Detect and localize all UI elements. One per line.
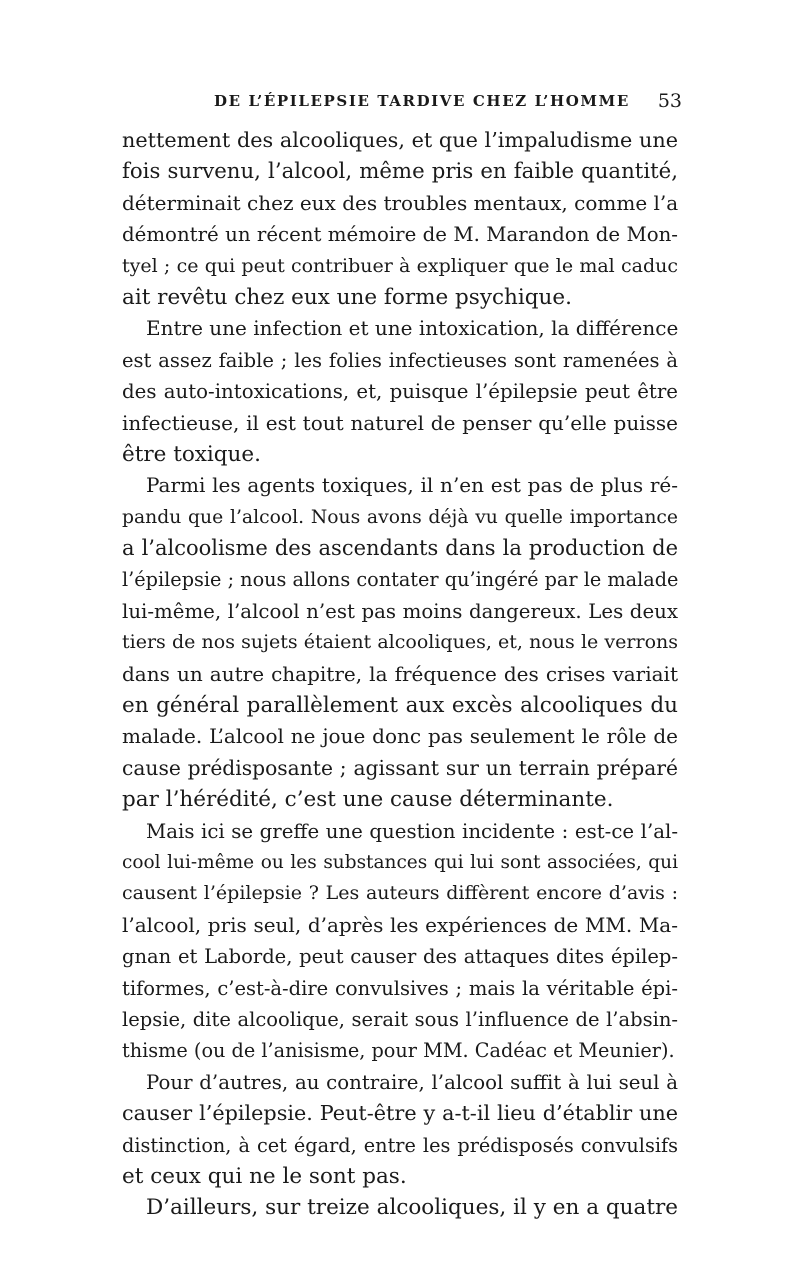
text-line: malade. L’alcool ne joue donc pas seulement le rôle de <box>122 724 678 749</box>
text-line: tyel ; ce qui peut contribuer à expliquer que le mal caduc <box>122 254 678 277</box>
text-line: démontré un récent mémoire de M. Marandon de Mon- <box>122 223 678 247</box>
text-line: en général parallèlement aux excès alcooliques du <box>122 693 678 719</box>
text-line: infectieuse, il est tout naturel de penser qu’elle puisse <box>122 410 678 435</box>
text-line: distinction, à cet égard, entre les prédisposés convulsifs <box>122 1133 678 1157</box>
text-line: Entre une infection et une intoxication, la différence <box>146 316 679 341</box>
text-line: l’épilepsie ; nous allons contater qu’ingéré par le malade <box>122 568 679 592</box>
text-line: déterminait chez eux des troubles mentaux, comme l’a <box>122 190 679 215</box>
text-line: D’ailleurs, sur treize alcooliques, il y en a quatre <box>146 1195 678 1221</box>
text-line: et ceux qui ne le sont pas. <box>122 1163 407 1189</box>
text-line: des auto-intoxications, et, puisque l’épilepsie peut être <box>122 380 678 404</box>
text-line: thisme (ou de l’anisisme, pour MM. Cadéac et Meunier). <box>122 1039 675 1063</box>
text-line: dans un autre chapitre, la fréquence des crises variait <box>122 661 678 686</box>
text-line: est assez faible ; les folies infectieuses sont ramenées à <box>122 348 678 372</box>
text-line: nettement des alcooliques, et que l’impaludisme une <box>122 128 678 152</box>
text-line: gnan et Laborde, peut causer des attaques dites épilep- <box>122 945 678 969</box>
text-line: a l’alcoolisme des ascendants dans la production de <box>122 536 678 561</box>
text-line: l’alcool, pris seul, d’après les expériences de MM. Ma- <box>122 912 678 937</box>
text-line: lepsie, dite alcoolique, serait sous l’influence de l’absin- <box>122 1007 678 1031</box>
page-number: 53 <box>657 90 682 112</box>
text-line: pandu que l’alcool. Nous avons déjà vu quelle importance <box>122 506 678 528</box>
text-line: être toxique. <box>122 441 261 467</box>
text-line: cause prédisposante ; agissant sur un terrain préparé <box>122 755 678 780</box>
running-header <box>122 92 682 118</box>
running-title: DE L’ÉPILEPSIE TARDIVE CHEZ L’HOMME <box>214 92 630 110</box>
text-line: causer l’épilepsie. Peut-être y a-t-il lieu d’établir une <box>122 1101 678 1126</box>
text-line: par l’hérédité, c’est une cause déterminante. <box>122 787 614 813</box>
text-line: causent l’épilepsie ? Les auteurs diffèrent encore d’avis : <box>122 882 678 905</box>
text-line: Mais ici se greffe une question incidente : est-ce l’al- <box>146 819 678 843</box>
text-line: tiers de nos sujets étaient alcooliques, et, nous le verrons <box>122 631 678 654</box>
text-line: Parmi les agents toxiques, il n’en est pas de plus ré- <box>146 473 678 498</box>
text-line: fois survenu, l’alcool, même pris en faible quantité, <box>122 159 678 185</box>
body-text <box>122 125 678 1224</box>
text-line: cool lui-même ou les substances qui lui sont associées, qui <box>122 851 678 873</box>
text-line: ait revêtu chez eux une forme psychique. <box>122 284 572 310</box>
text-line: Pour d’autres, au contraire, l’alcool suffit à lui seul à <box>146 1070 678 1094</box>
text-line: tiformes, c’est-à-dire convulsives ; mais la véritable épi- <box>122 976 678 1000</box>
text-line: lui-même, l’alcool n’est pas moins dangereux. Les deux <box>122 599 678 623</box>
